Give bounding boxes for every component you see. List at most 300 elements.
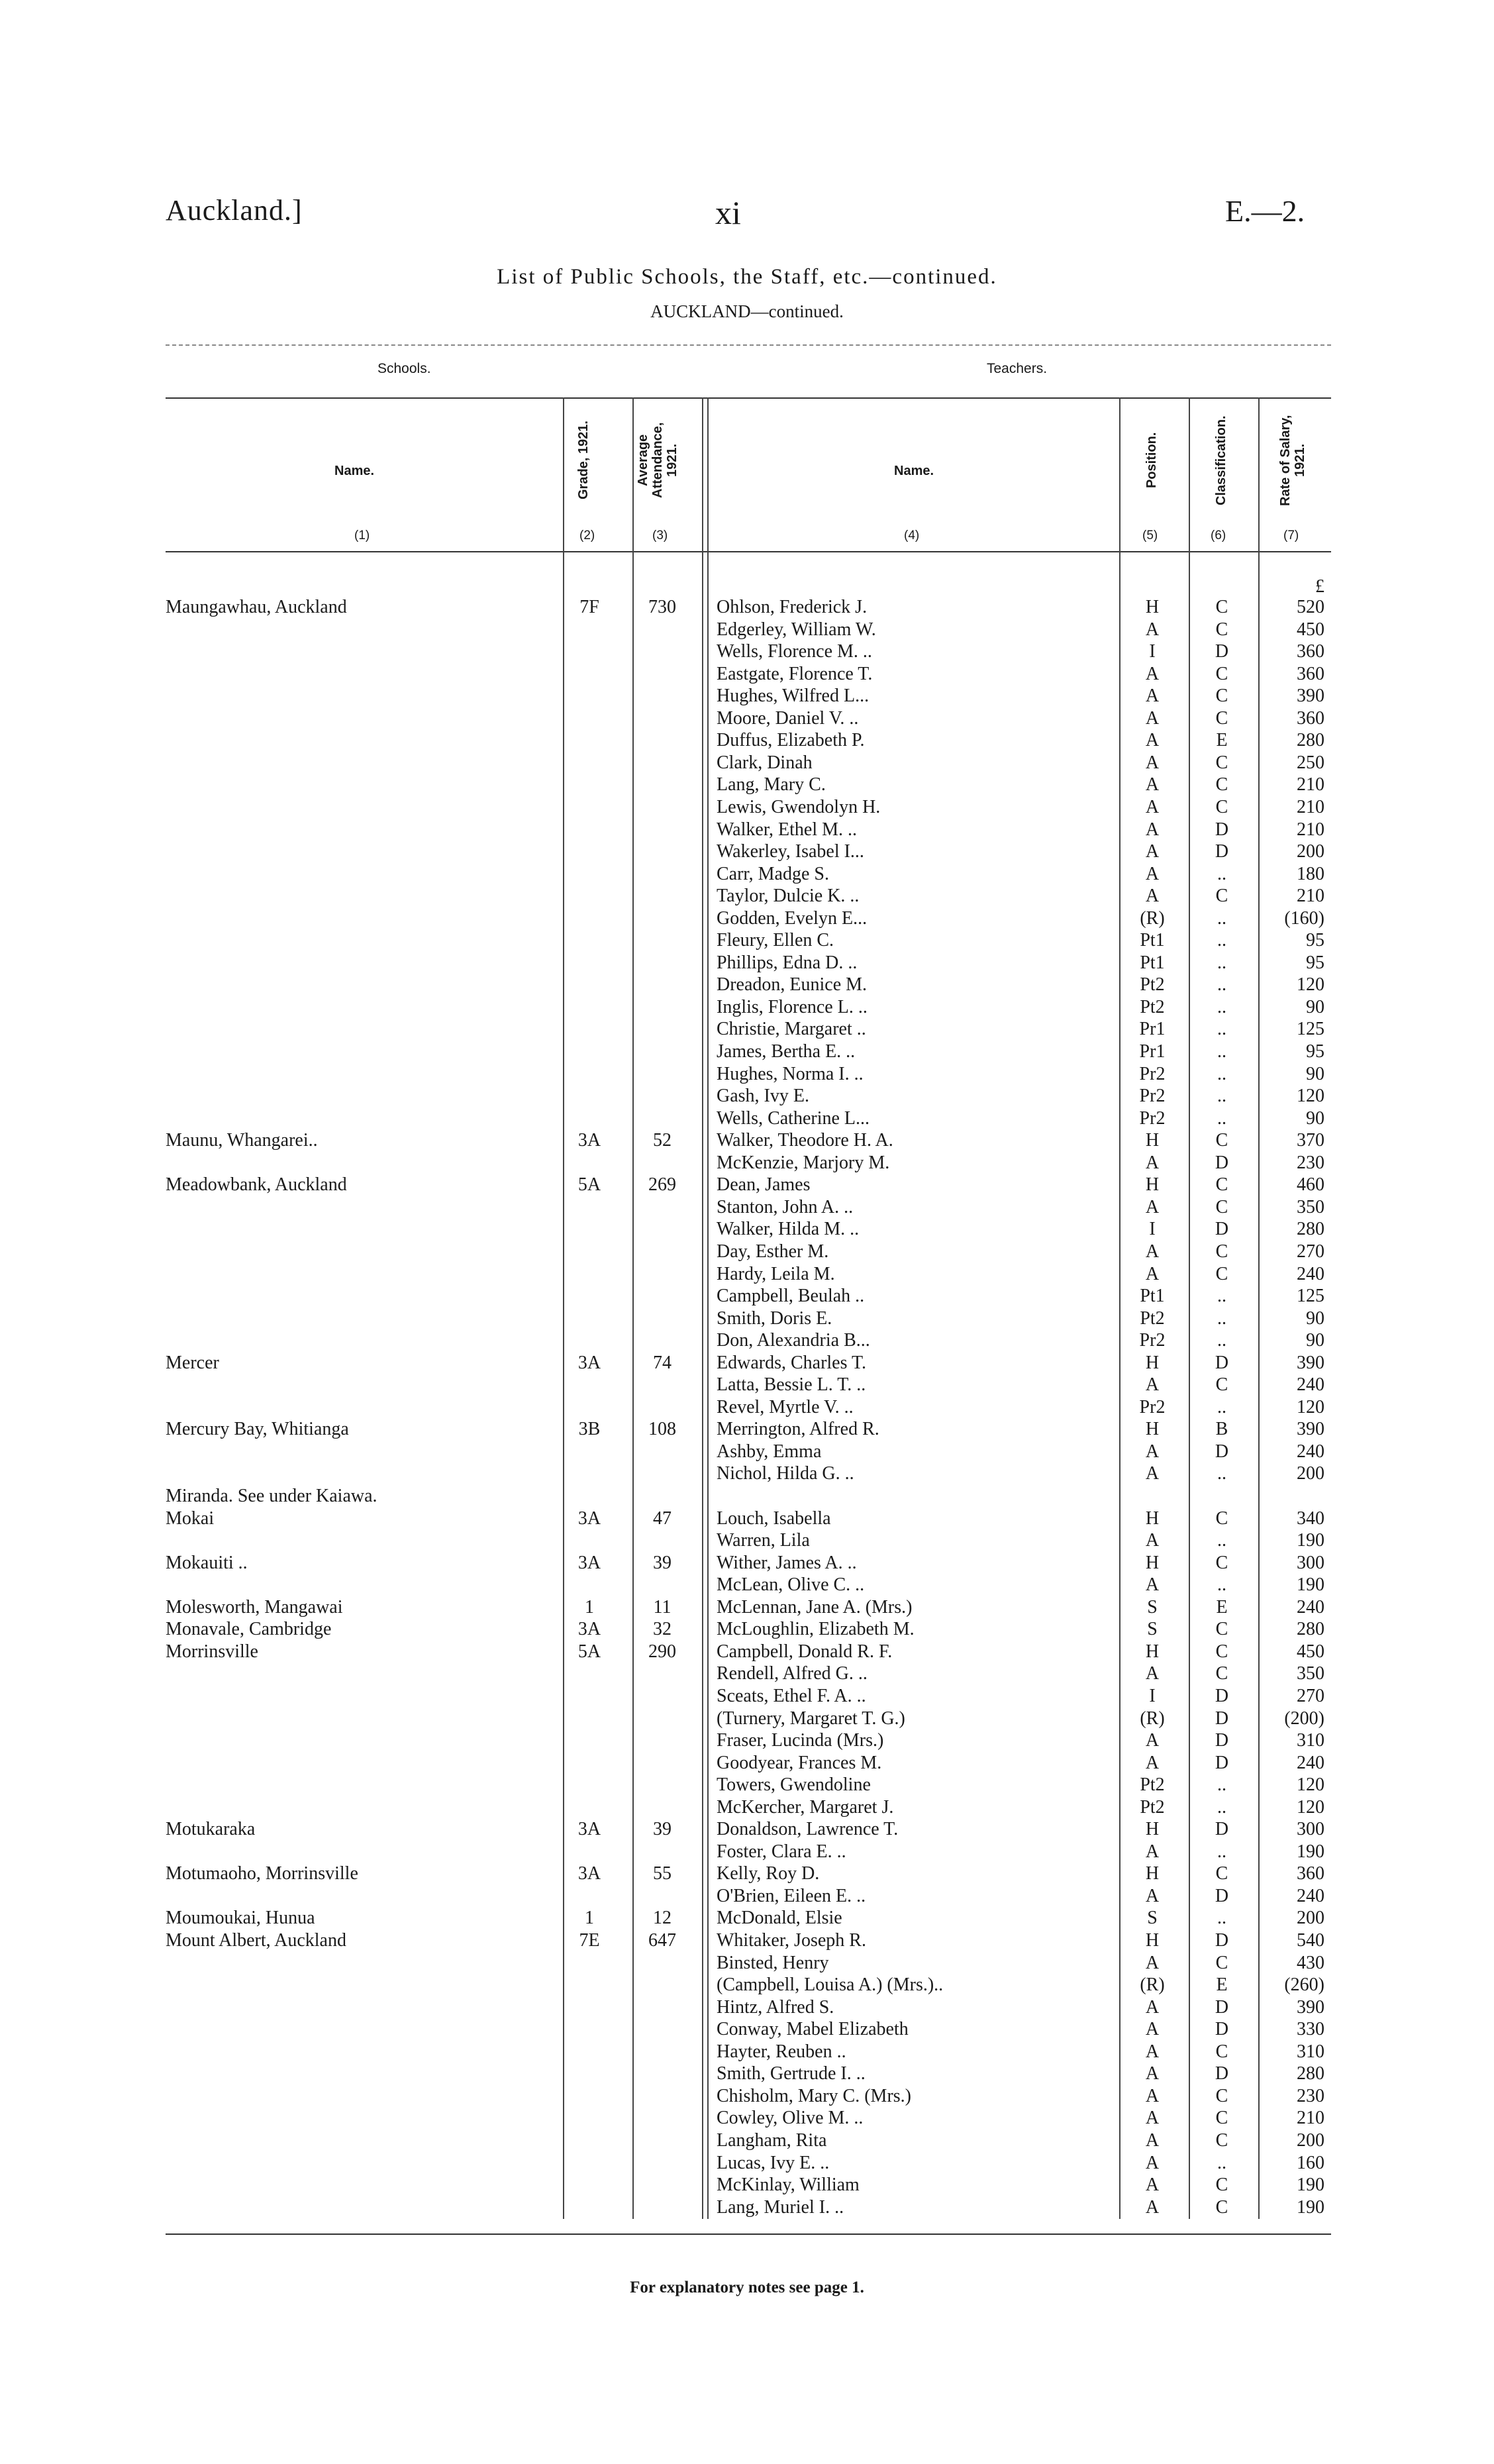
teacher-name: Wakerley, Isabel I...	[717, 841, 864, 862]
salary-cell: 120	[1297, 1774, 1324, 1796]
school-name: Mercer	[166, 1352, 219, 1373]
salary-cell: 310	[1297, 2041, 1324, 2062]
column-attendance: Average Attendance, 1921.	[636, 422, 679, 499]
position-cell: A	[1145, 2196, 1160, 2218]
position-cell: A	[1145, 796, 1160, 817]
salary-cell: 120	[1297, 1796, 1324, 1818]
teacher-name: Fraser, Lucinda (Mrs.)	[717, 1730, 884, 1751]
table-row	[0, 863, 1494, 885]
teacher-name: Fleury, Ellen C.	[717, 930, 834, 951]
table-row	[0, 885, 1494, 907]
position-cell: A	[1145, 1663, 1160, 1684]
column-number-3: (3)	[652, 529, 668, 542]
position-cell: H	[1145, 1130, 1160, 1151]
classification-cell: ..	[1217, 1574, 1226, 1596]
position-cell: H	[1145, 1863, 1160, 1884]
salary-cell: 340	[1297, 1508, 1324, 1529]
position-cell: A	[1145, 2130, 1160, 2151]
table-row	[0, 1952, 1494, 1974]
classification-cell: ..	[1217, 1841, 1226, 1862]
classification-cell: B	[1215, 1419, 1228, 1440]
position-cell: A	[1145, 707, 1160, 729]
position-cell: A	[1145, 1241, 1160, 1262]
teacher-name: Lucas, Ivy E. ..	[717, 2152, 830, 2173]
classification-cell: ..	[1217, 1041, 1226, 1062]
position-cell: A	[1145, 663, 1160, 684]
teacher-name: Walker, Hilda M. ..	[717, 1219, 860, 1240]
salary-cell: 90	[1306, 996, 1324, 1017]
table-row	[0, 1263, 1494, 1285]
teacher-name: Warren, Lila	[717, 1530, 810, 1551]
table-row	[0, 1885, 1494, 1907]
footnote: For explanatory notes see page 1.	[630, 2279, 864, 2296]
salary-cell: 95	[1306, 930, 1324, 951]
table-row	[0, 2174, 1494, 2196]
table-title: List of Public Schools, the Staff, etc.—continued.	[497, 265, 997, 289]
position-cell: Pr1	[1139, 1019, 1166, 1040]
salary-cell: 210	[1297, 796, 1324, 817]
salary-cell: 120	[1297, 1086, 1324, 1107]
table-row	[0, 1907, 1494, 1929]
salary-cell: 390	[1297, 1996, 1324, 2018]
salary-cell: 370	[1297, 1130, 1324, 1151]
position-cell: I	[1149, 641, 1156, 662]
classification-cell: C	[1215, 1241, 1228, 1262]
teacher-name: Carr, Madge S.	[717, 863, 829, 884]
school-name: Mercury Bay, Whitianga	[166, 1419, 349, 1440]
position-cell: S	[1147, 1619, 1158, 1640]
teacher-name: Taylor, Dulcie K. ..	[717, 886, 860, 907]
classification-cell: ..	[1217, 996, 1226, 1017]
teacher-name: Whitaker, Joseph R.	[717, 1930, 866, 1951]
classification-cell: ..	[1217, 1063, 1226, 1084]
teacher-name: James, Bertha E. ..	[717, 1041, 856, 1062]
classification-cell: ..	[1217, 1530, 1226, 1551]
salary-cell: (260)	[1284, 1975, 1324, 1996]
teacher-name: Walker, Ethel M. ..	[717, 819, 858, 840]
table-subtitle: AUCKLAND—continued.	[650, 301, 844, 321]
table-row	[0, 2130, 1494, 2151]
position-cell: A	[1145, 1752, 1160, 1773]
salary-cell: 250	[1297, 752, 1324, 773]
attendance-cell: 39	[653, 1819, 672, 1840]
table-row	[0, 1574, 1494, 1596]
position-cell: A	[1145, 1885, 1160, 1906]
classification-cell: D	[1215, 841, 1229, 862]
teacher-name: Chisholm, Mary C. (Mrs.)	[717, 2085, 911, 2106]
teacher-name: Wells, Catherine L...	[717, 1107, 870, 1129]
position-cell: H	[1145, 1819, 1160, 1840]
position-cell: A	[1145, 1374, 1160, 1396]
table-row	[0, 1174, 1494, 1196]
classification-cell: C	[1215, 1663, 1228, 1684]
header-rule	[166, 397, 1331, 399]
salary-cell: 270	[1297, 1685, 1324, 1706]
table-row	[0, 2196, 1494, 2218]
classification-cell: C	[1215, 886, 1228, 907]
teacher-name: Stanton, John A. ..	[717, 1196, 854, 1217]
table-row	[0, 1218, 1494, 1240]
position-cell: H	[1145, 1508, 1160, 1529]
position-cell: H	[1145, 597, 1160, 617]
table-row	[0, 1641, 1494, 1663]
position-cell: A	[1145, 2108, 1160, 2129]
heading-bottom-rule	[166, 551, 1331, 552]
classification-cell: C	[1215, 1263, 1228, 1284]
attendance-cell: 269	[648, 1174, 676, 1196]
table-row	[0, 707, 1494, 729]
salary-cell: 210	[1297, 819, 1324, 840]
teacher-name: Edgerley, William W.	[717, 619, 876, 640]
salary-cell: 230	[1297, 2085, 1324, 2106]
table-row	[0, 1463, 1494, 1484]
salary-cell: 120	[1297, 974, 1324, 996]
school-name: Meadowbank, Auckland	[166, 1174, 347, 1196]
teacher-name: Moore, Daniel V. ..	[717, 707, 859, 729]
salary-cell: 350	[1297, 1663, 1324, 1684]
teacher-name: Lewis, Gwendolyn H.	[717, 796, 881, 817]
salary-cell: 90	[1306, 1330, 1324, 1351]
table-row	[0, 1063, 1494, 1085]
classification-cell: D	[1215, 641, 1229, 662]
grade-cell: 1	[585, 1596, 594, 1617]
teacher-name: Hintz, Alfred S.	[717, 1996, 834, 2018]
classification-cell: ..	[1217, 907, 1226, 929]
table-row	[0, 685, 1494, 707]
teacher-name: McLean, Olive C. ..	[717, 1574, 865, 1596]
classification-cell: ..	[1217, 1308, 1226, 1329]
school-name: Mount Albert, Auckland	[166, 1930, 346, 1951]
teacher-name: Hayter, Reuben ..	[717, 2041, 846, 2062]
position-cell: A	[1145, 2085, 1160, 2106]
position-cell: A	[1145, 1952, 1160, 1973]
grade-cell: 3A	[577, 1863, 601, 1884]
position-cell: I	[1149, 1685, 1156, 1706]
position-cell: A	[1145, 1841, 1160, 1862]
teacher-name: Cowley, Olive M. ..	[717, 2108, 864, 2129]
classification-cell: C	[1215, 2108, 1228, 2129]
school-name: Morrinsville	[166, 1641, 258, 1662]
position-cell: A	[1145, 752, 1160, 773]
table-row	[0, 729, 1494, 751]
table-row	[0, 952, 1494, 974]
position-cell: H	[1145, 1352, 1160, 1373]
teacher-name: Hughes, Norma I. ..	[717, 1063, 864, 1084]
column-school-name: Name.	[334, 464, 375, 478]
classification-cell: ..	[1217, 2152, 1226, 2173]
classification-cell: C	[1215, 2196, 1228, 2218]
column-classification: Classification.	[1214, 415, 1228, 505]
classification-cell: C	[1215, 2085, 1228, 2106]
school-name: Motumaoho, Morrinsville	[166, 1863, 358, 1884]
salary-cell: 190	[1297, 2196, 1324, 2218]
salary-cell: 190	[1297, 1841, 1324, 1862]
table-row	[0, 1596, 1494, 1618]
teacher-name: Phillips, Edna D. ..	[717, 952, 858, 973]
salary-cell: 520	[1297, 597, 1324, 617]
table-row	[0, 1352, 1494, 1374]
grade-cell: 7E	[579, 1930, 600, 1951]
classification-cell: ..	[1217, 1908, 1226, 1929]
teacher-name: Lang, Muriel I. ..	[717, 2196, 844, 2218]
classification-cell: D	[1215, 1685, 1229, 1706]
position-cell: Pt1	[1140, 930, 1165, 951]
salary-cell: 360	[1297, 663, 1324, 684]
position-cell: A	[1145, 2019, 1160, 2040]
salary-cell: 300	[1297, 1552, 1324, 1573]
table-row	[0, 1529, 1494, 1551]
column-number-7: (7)	[1283, 529, 1299, 542]
teacher-name: Smith, Doris E.	[717, 1308, 832, 1329]
table-row	[0, 1841, 1494, 1863]
classification-cell: C	[1215, 796, 1228, 817]
salary-cell: 310	[1297, 1730, 1324, 1751]
classification-cell: C	[1215, 774, 1228, 796]
teacher-name: McLennan, Jane A. (Mrs.)	[717, 1596, 913, 1617]
position-cell: Pr2	[1139, 1107, 1166, 1129]
classification-cell: ..	[1217, 952, 1226, 973]
school-name: Maunu, Whangarei..	[166, 1130, 318, 1151]
table-row	[0, 1308, 1494, 1329]
classification-cell: ..	[1217, 974, 1226, 996]
table-row	[0, 641, 1494, 662]
grade-cell: 3A	[577, 1352, 601, 1373]
table-row	[0, 1085, 1494, 1107]
salary-cell: 430	[1297, 1952, 1324, 1973]
table-row	[0, 1241, 1494, 1262]
classification-cell: D	[1215, 1352, 1229, 1373]
table-row	[0, 907, 1494, 929]
table-row	[0, 1663, 1494, 1684]
table-row	[0, 1196, 1494, 1218]
salary-cell: 360	[1297, 1863, 1324, 1884]
position-cell: A	[1145, 2041, 1160, 2062]
table-row	[0, 1418, 1494, 1440]
table-row	[0, 1018, 1494, 1040]
table-row	[0, 796, 1494, 818]
teacher-name: Gash, Ivy E.	[717, 1086, 809, 1107]
salary-cell: 270	[1297, 1241, 1324, 1262]
classification-cell: D	[1215, 2019, 1229, 2040]
attendance-cell: 74	[653, 1352, 672, 1373]
position-cell: A	[1145, 1463, 1160, 1484]
table-row	[0, 1929, 1494, 1951]
classification-cell: D	[1215, 1885, 1229, 1906]
attendance-cell: 11	[653, 1596, 672, 1617]
table-row	[0, 1818, 1494, 1840]
school-name: Mokai	[166, 1508, 215, 1529]
classification-cell: D	[1215, 2063, 1229, 2084]
salary-cell: 240	[1297, 1885, 1324, 1906]
salary-cell: 90	[1306, 1063, 1324, 1084]
attendance-cell: 55	[653, 1863, 672, 1884]
teacher-name: Duffus, Elizabeth P.	[717, 730, 865, 751]
salary-cell: (160)	[1284, 907, 1324, 929]
salary-cell: 160	[1297, 2152, 1324, 2173]
salary-cell: 190	[1297, 2175, 1324, 2196]
teacher-name: Conway, Mabel Elizabeth	[717, 2019, 909, 2040]
classification-cell: D	[1215, 1730, 1229, 1751]
table-row	[0, 1396, 1494, 1418]
classification-cell: D	[1215, 1930, 1229, 1951]
table-row	[0, 2018, 1494, 2040]
classification-cell: ..	[1217, 1774, 1226, 1796]
column-number-1: (1)	[354, 529, 370, 542]
column-teacher-name: Name.	[894, 464, 934, 478]
salary-cell: 280	[1297, 730, 1324, 751]
position-cell: Pr2	[1139, 1086, 1166, 1107]
teacher-name: Dreadon, Eunice M.	[717, 974, 868, 996]
running-head-right: E.—2.	[1225, 194, 1305, 228]
position-cell: A	[1145, 1996, 1160, 2018]
classification-cell: C	[1215, 1508, 1228, 1529]
teacher-name: Wither, James A. ..	[717, 1552, 857, 1573]
position-cell: Pr2	[1139, 1330, 1166, 1351]
column-number-6: (6)	[1211, 529, 1226, 542]
attendance-cell: 52	[653, 1130, 672, 1151]
attendance-cell: 730	[648, 597, 676, 617]
attendance-cell: 47	[653, 1508, 672, 1529]
position-cell: S	[1147, 1596, 1158, 1617]
column-number-2: (2)	[579, 529, 595, 542]
school-name: Motukaraka	[166, 1819, 256, 1840]
position-cell: A	[1145, 886, 1160, 907]
salary-cell: 180	[1297, 863, 1324, 884]
table-row	[0, 1152, 1494, 1174]
teacher-name: Ohlson, Frederick J.	[717, 597, 868, 617]
classification-cell: C	[1215, 1863, 1228, 1884]
position-cell: A	[1145, 1530, 1160, 1551]
classification-cell: ..	[1217, 1463, 1226, 1484]
position-cell: A	[1145, 686, 1160, 707]
school-name: Molesworth, Mangawai	[166, 1596, 343, 1617]
position-cell: Pt2	[1140, 1308, 1165, 1329]
teacher-name: Nichol, Hilda G. ..	[717, 1463, 854, 1484]
classification-cell: C	[1215, 1641, 1228, 1662]
classification-cell: C	[1215, 2175, 1228, 2196]
classification-cell: C	[1215, 752, 1228, 773]
column-number-5: (5)	[1142, 529, 1158, 542]
position-cell: H	[1145, 1552, 1160, 1573]
salary-cell: 350	[1297, 1196, 1324, 1217]
salary-cell: 280	[1297, 1619, 1324, 1640]
salary-cell: (200)	[1284, 1708, 1324, 1729]
classification-cell: D	[1215, 1996, 1229, 2018]
classification-cell: D	[1215, 1752, 1229, 1773]
position-cell: H	[1145, 1419, 1160, 1440]
classification-cell: C	[1215, 597, 1228, 617]
position-cell: S	[1147, 1908, 1158, 1929]
teacher-name: Eastgate, Florence T.	[717, 663, 873, 684]
position-cell: A	[1145, 819, 1160, 840]
teacher-name: Hardy, Leila M.	[717, 1263, 835, 1284]
teacher-name: Rendell, Alfred G. ..	[717, 1663, 868, 1684]
salary-cell: 390	[1297, 686, 1324, 707]
table-row	[0, 2107, 1494, 2129]
table-row	[0, 1129, 1494, 1151]
teacher-name: Inglis, Florence L. ..	[717, 996, 868, 1017]
teacher-name: Goodyear, Frances M.	[717, 1752, 882, 1773]
position-cell: A	[1145, 2152, 1160, 2173]
teacher-name: O'Brien, Eileen E. ..	[717, 1885, 866, 1906]
salary-cell: 540	[1297, 1930, 1324, 1951]
position-cell: H	[1145, 1174, 1160, 1196]
grade-cell: 5A	[577, 1641, 601, 1662]
table-row	[0, 1729, 1494, 1751]
top-rule	[166, 344, 1331, 346]
salary-cell: 280	[1297, 2063, 1324, 2084]
teacher-name: Don, Alexandria B...	[717, 1330, 870, 1351]
salary-cell: 90	[1306, 1308, 1324, 1329]
column-grade: Grade, 1921.	[576, 421, 591, 500]
table-row	[0, 619, 1494, 641]
classification-cell: C	[1215, 1619, 1228, 1640]
table-row	[0, 996, 1494, 1018]
position-cell: A	[1145, 2063, 1160, 2084]
position-cell: Pt1	[1140, 1286, 1165, 1307]
classification-cell: ..	[1217, 930, 1226, 951]
teacher-name: Wells, Florence M. ..	[717, 641, 872, 662]
position-cell: A	[1145, 863, 1160, 884]
grade-cell: 3A	[577, 1130, 601, 1151]
attendance-cell: 39	[653, 1552, 672, 1573]
classification-cell: C	[1215, 2130, 1228, 2151]
school-name: Miranda. See under Kaiawa.	[166, 1486, 377, 1506]
group-header-schools: Schools.	[377, 361, 431, 376]
teacher-name: McKercher, Margaret J.	[717, 1796, 894, 1818]
salary-cell: 240	[1297, 1374, 1324, 1396]
table-row	[0, 752, 1494, 774]
teacher-name: Day, Esther M.	[717, 1241, 829, 1262]
table-row	[0, 1752, 1494, 1774]
classification-cell: D	[1215, 1819, 1229, 1840]
table-row	[0, 1996, 1494, 2018]
grade-cell: 1	[585, 1908, 594, 1929]
salary-cell: 200	[1297, 1908, 1324, 1929]
salary-cell: 210	[1297, 886, 1324, 907]
currency-symbol: £	[1315, 576, 1324, 597]
teacher-name: Campbell, Beulah ..	[717, 1286, 865, 1307]
grade-cell: 3B	[578, 1419, 601, 1440]
salary-cell: 190	[1297, 1574, 1324, 1596]
attendance-cell: 108	[648, 1419, 676, 1440]
table-row	[0, 1107, 1494, 1129]
school-name: Moumoukai, Hunua	[166, 1908, 315, 1929]
grade-cell: 3A	[577, 1552, 601, 1573]
teacher-name: Lang, Mary C.	[717, 774, 826, 796]
teacher-name: Clark, Dinah	[717, 752, 813, 773]
salary-cell: 240	[1297, 1263, 1324, 1284]
table-row	[0, 1796, 1494, 1818]
position-cell: Pr1	[1139, 1041, 1166, 1062]
table-row	[0, 1974, 1494, 1996]
teacher-name: (Campbell, Louisa A.) (Mrs.)..	[717, 1975, 944, 1996]
salary-cell: 230	[1297, 1152, 1324, 1173]
position-cell: A	[1145, 1730, 1160, 1751]
page-number: xi	[715, 194, 741, 231]
classification-cell: ..	[1217, 1107, 1226, 1129]
teacher-name: Towers, Gwendoline	[717, 1774, 871, 1796]
table-row	[0, 1708, 1494, 1729]
grade-cell: 3A	[577, 1619, 601, 1640]
position-cell: Pt1	[1140, 952, 1165, 973]
teacher-name: Louch, Isabella	[717, 1508, 831, 1529]
position-cell: A	[1145, 1152, 1160, 1173]
grade-cell: 3A	[577, 1508, 601, 1529]
salary-cell: 120	[1297, 1396, 1324, 1417]
classification-cell: ..	[1217, 1330, 1226, 1351]
position-cell: Pt2	[1140, 1774, 1165, 1796]
